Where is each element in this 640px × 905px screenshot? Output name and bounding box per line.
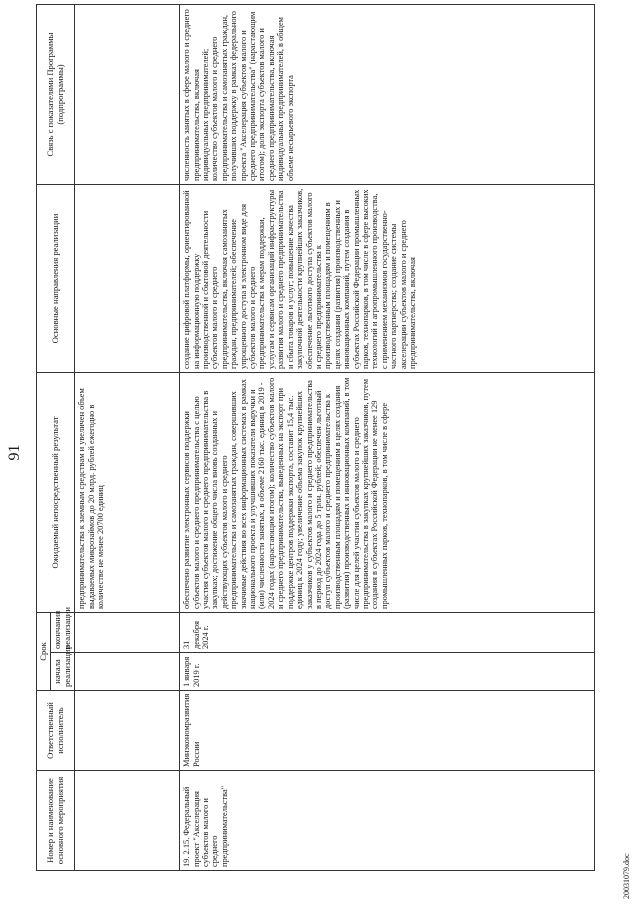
header-row-1 bbox=[37, 4, 51, 870]
header-result: Ожидаемый непосредственный результат bbox=[37, 372, 75, 612]
header-responsible: Ответственный исполнитель bbox=[37, 691, 75, 771]
document-id: 20031079.doc bbox=[622, 853, 631, 899]
cell-empty-link bbox=[75, 4, 180, 184]
row-number: 19. bbox=[182, 856, 192, 867]
header-name: Номер и наименование основного мероприятия bbox=[37, 771, 75, 871]
cell-result: обеспечено развитие электронных сервисов поддержки субъектов малого и среднего предпринимательства с целью участия субъектов малого и среднего предпринимательства в закупках; достижение общего числа вновь созданных и действующих субъектов малого и среднего предпринимательства и самозанятых граждан, совершивших значимые действия во всех информационных системах в рамках национального проекта и улучшивших показатели выручки и (или) численности занятых, в объеме 2160 тыс. единиц в 2019 - 2024 годах (нарастающим итогом); количество субъектов малого и среднего предпринимательства, выведенных на экспорт при поддержке центров поддержки экспорта, составит 15,4 тыс. единиц к 2024 году; увеличение объема закупок крупнейших заказчиков у субъектов малого и среднего предпринимательства в период до 2024 года до 5 трлн. рублей; обеспечен льготный доступ субъектов малого и среднего предпринимательства к производственным площадям и помещениям в целях создания (развития) производственных и инновационных компаний, в том числе для целей участия субъектов малого и среднего предпринимательства в закупках крупнейших заказчиков, путем создания в субъектах Российской Федерации не менее 129 промышленных парков, технопарков, в том числе в сфере bbox=[180, 372, 595, 612]
header-end: окончания реализации bbox=[51, 612, 75, 652]
header-term: Срок bbox=[37, 612, 51, 690]
cell-empty-start bbox=[75, 653, 180, 691]
cell-start: 1 января 2019 г. bbox=[180, 653, 595, 691]
row-name: 2.15. Федеральный проект "Акселерация субъектов малого и среднего предпринимательства" bbox=[182, 785, 229, 867]
cell-responsible: Минэкономразвития России bbox=[180, 691, 595, 771]
cell-name bbox=[180, 771, 595, 871]
page-number: 91 bbox=[6, 444, 23, 461]
cell-link: численность занятых в сфере малого и среднего предпринимательства, включая индивидуальных предпринимателей; количество субъектов малого и среднего предпринимательства и самозанятых граждан, получивших поддержку в рамках федерального проекта "Акселерация субъектов малого и среднего предпринимательства" (нарастающим итогом); доля экспорта субъектов малого и среднего предпринимательства, включая индивидуальных предпринимателей, в общем объеме несырьевого экспорта bbox=[180, 4, 595, 184]
cell-end: 31 декабря 2024 г. bbox=[180, 612, 595, 652]
cell-empty-responsible bbox=[75, 691, 180, 771]
cell-continuation-result: предпринимательства к заемным средствам и увеличен объем выдаваемых микрозаймов до 20 млрд. рублей ежегодно в количестве не менее 20700 единиц bbox=[75, 372, 180, 612]
cell-empty-directions bbox=[75, 184, 180, 372]
cell-directions: создание цифровой платформы, ориентированной на информационную поддержку производственной и сбытовой деятельности субъектов малого и среднего предпринимательства, включая самозанятых граждан, предпринимателей; обеспечение упрощенного доступа в электронном виде для субъектов малого и среднего предпринимательства к мерам поддержки, услугам и сервисам организаций инфраструктуры развития малого и среднего предпринимательства и сбыта товаров и услуг; повышение качества закупочной деятельности крупнейших заказчиков, обеспечение льготного доступа субъектов малого и среднего предпринимательства к производственным площадям и помещениям в целях создания (развития) производственных и инновационных компаний, путем создания в субъектах Российской Федерации промышленных парков, технопарков, в том числе в сфере высоких технологий и агропромышленного производства, с применением механизмов государственно-частного партнерства; создание системы акселерации субъектов малого и среднего предпринимательства, включая bbox=[180, 184, 595, 372]
cell-empty-name bbox=[75, 771, 180, 871]
continuation-row bbox=[75, 4, 180, 870]
program-table bbox=[36, 4, 595, 871]
cell-empty-end bbox=[75, 612, 180, 652]
header-directions: Основные направления реализации bbox=[37, 184, 75, 372]
header-link: Связь с показателями Программы (подпрограммы) bbox=[37, 4, 75, 184]
table-row bbox=[180, 4, 595, 870]
header-start: начала реализации bbox=[51, 653, 75, 691]
